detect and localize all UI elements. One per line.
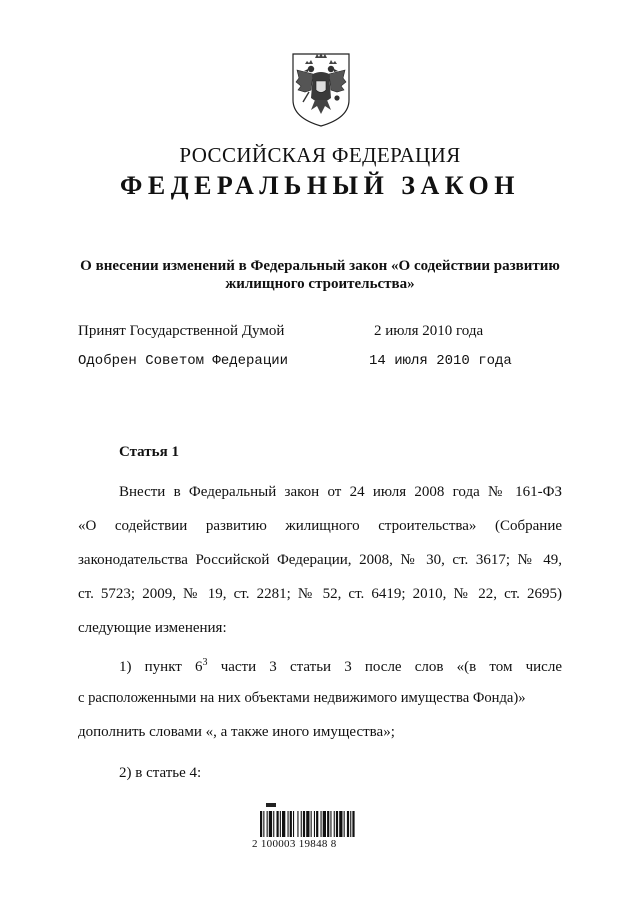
item-1-line-3: дополнить словами «, а также иного имущества»; [78, 724, 395, 740]
barcode-bar [277, 811, 279, 837]
barcode-bar [330, 811, 331, 837]
barcode-bar [260, 811, 262, 837]
barcode-bar [288, 811, 289, 837]
barcode-bar [269, 811, 272, 837]
barcode-bar [303, 811, 305, 837]
item-1-line-2: с расположенными на них объектами недвижимого имущества Фонда)» [78, 690, 526, 706]
item-1-superscript: 3 [202, 657, 208, 668]
barcode-bar [347, 811, 349, 837]
double-headed-eagle-coat-of-arms-icon [289, 48, 353, 128]
barcode [252, 803, 387, 863]
council-approval-date: 14 июля 2010 года [369, 353, 512, 369]
barcode-bar [339, 811, 342, 837]
barcode-bar [306, 811, 309, 837]
article-text-line: следующие изменения: [78, 620, 227, 636]
country-name: РОССИЙСКАЯ ФЕДЕРАЦИЯ [179, 143, 461, 167]
barcode-bar [316, 811, 318, 837]
barcode-icon [252, 803, 387, 839]
article-text-line: «О содействии развитию жилищного строительства» (Собрание [78, 518, 562, 534]
document-type: ФЕДЕРАЛЬНЫЙ ЗАКОН [120, 171, 520, 200]
council-approval-label: Одобрен Советом Федерации [78, 353, 289, 369]
barcode-bar [311, 811, 312, 837]
article-heading: Статья 1 [119, 444, 179, 460]
duma-adoption-date: 2 июля 2010 года [374, 323, 484, 339]
barcode-bar [334, 811, 335, 837]
duma-adoption-label: Принят Государственной Думой [78, 323, 285, 339]
item-1-line-1 [119, 653, 562, 677]
barcode-bar [273, 811, 274, 837]
barcode-bar [321, 811, 322, 837]
law-title-line-1: О внесении изменений в Федеральный закон «О содействии развитию [80, 258, 560, 274]
barcode-bar [280, 811, 281, 837]
barcode-bar [336, 811, 338, 837]
barcode-bar [350, 811, 351, 837]
barcode-bar [301, 811, 302, 837]
barcode-bar [267, 811, 268, 837]
barcode-bar [282, 811, 285, 837]
barcode-bar [314, 811, 315, 837]
item-2-line: 2) в статье 4: [119, 765, 202, 781]
barcode-bar [344, 811, 345, 837]
article-text-line: Внести в Федеральный закон от 24 июля 2008 года № 161-ФЗ [119, 484, 562, 500]
article-text-line: ст. 5723; 2009, № 19, ст. 2281; № 52, ст. 6419; 2010, № 22, ст. 2695) [78, 586, 562, 602]
item-1-prefix: 1) пункт 6 [119, 659, 203, 675]
barcode-number: 2 100003 19848 8 [252, 838, 337, 850]
law-title-line-2: жилищного строительства» [225, 276, 415, 292]
barcode-bar [352, 811, 354, 837]
article-text-line: законодательства Российской Федерации, 2008, № 30, ст. 3617; № 49, [78, 552, 562, 568]
barcode-bar [293, 811, 294, 837]
item-1-rest: части 3 статьи 3 после слов «(в том числе [207, 659, 562, 675]
coat-of-arms-emblem [289, 48, 353, 128]
barcode-bar [297, 811, 298, 837]
barcode-bar [327, 811, 329, 837]
barcode-bar [323, 811, 326, 837]
barcode-mark [266, 803, 276, 807]
barcode-bar [290, 811, 292, 837]
barcode-bar [263, 811, 264, 837]
